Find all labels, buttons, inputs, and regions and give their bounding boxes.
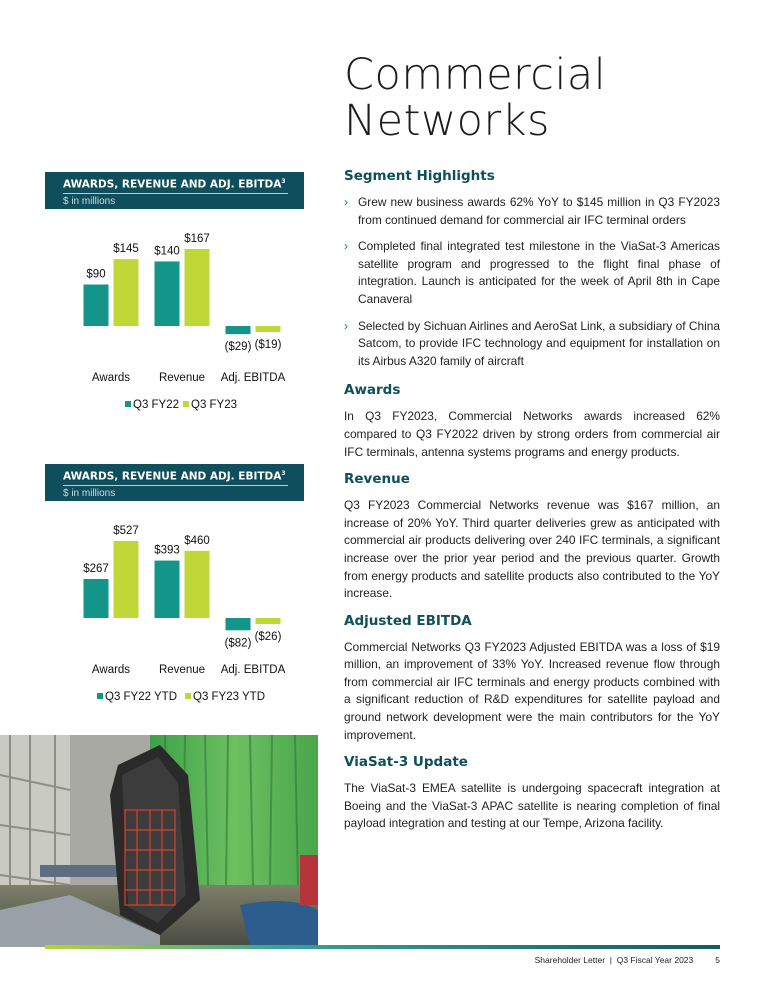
category-label: Revenue: [158, 664, 206, 676]
bar-awards-1: [114, 259, 139, 326]
legend-label: Q3 FY23: [191, 399, 238, 411]
awards-text: In Q3 FY2023, Commercial Networks awards increased 62% compared to Q3 FY2022 driven by strong orders from commercial air IFC terminals, antenna systems programs and energy products.: [344, 409, 720, 459]
revenue-heading: Revenue: [344, 471, 410, 488]
chart-1-title: AWARDS, REVENUE AND ADJ. EBITDA$^3$: [63, 172, 288, 194]
list-item: › Completed final integrated test milestone in the ViaSat-3 Americas satellite program and progressed to the flight final phase of integration. Launch is anticipated for the week of April 8th in Cape Canaveral: [344, 239, 720, 306]
list-item: › Grew new business awards 62% YoY to $145 million in Q3 FY2023 from continued demand for commercial air IFC terminal orders: [344, 195, 720, 227]
data-label: ($26): [254, 631, 282, 643]
category-label: Revenue: [158, 372, 206, 384]
legend-label: Q3 FY22: [133, 399, 180, 411]
bar-adj-ebitda-1: [256, 326, 281, 332]
chart-1-panel: [45, 172, 304, 454]
chart-2-subtitle: $ in millions: [63, 487, 116, 499]
chart-2-plot: [45, 501, 304, 741]
category-label: Awards: [91, 372, 131, 384]
data-label: $145: [113, 243, 139, 256]
caret-icon: ›: [344, 318, 348, 333]
chart-2-title: AWARDS, REVENUE AND ADJ. EBITDA$^3$: [63, 464, 288, 486]
data-label: $167: [184, 233, 210, 245]
category-label: Awards: [91, 664, 131, 676]
bar-awards-0: [84, 579, 109, 618]
data-label: $460: [184, 534, 210, 547]
chart-1-plot: [45, 209, 304, 449]
revenue-text: Q3 FY2023 Commercial Networks revenue was $167 million, an increase of 20% YoY. Third quarter deliveries grew as anticipated with commercial air products delivering over 240 IFC terminals, a significant increase over the prior year period and the previous quarter. Growth from energy products and satellite products also contributed to the YoY increase.: [344, 498, 720, 601]
right-column: [344, 168, 720, 843]
viasat3-heading: ViaSat-3 Update: [344, 754, 468, 771]
data-label: $267: [83, 562, 109, 575]
footer-divider: [45, 945, 720, 949]
highlights-list: [344, 194, 720, 370]
footer: [480, 955, 720, 965]
bar-revenue-1: [185, 249, 210, 326]
data-label: $393: [154, 544, 180, 557]
footer-label: Shareholder Letter | Q3 Fiscal Year 2023: [534, 955, 694, 965]
page-title: [344, 52, 606, 144]
adjusted-ebitda-heading: Adjusted EBITDA: [344, 612, 472, 629]
caret-icon: ›: [344, 195, 348, 209]
legend-swatch: [183, 401, 189, 407]
page-number: 5: [715, 955, 720, 965]
data-label: $90: [86, 268, 106, 281]
category-label: Adj. EBITDA: [220, 372, 286, 384]
bar-adj-ebitda-1: [256, 618, 281, 624]
legend-label: Q3 FY23 YTD: [193, 691, 266, 703]
data-label: $527: [113, 525, 139, 537]
page-title-line-1: Commercial: [344, 50, 607, 100]
legend-swatch: [185, 693, 191, 699]
legend-label: Q3 FY22 YTD: [105, 691, 178, 703]
legend-swatch: [97, 693, 103, 699]
data-label: $140: [154, 245, 180, 258]
data-label: ($29): [224, 341, 252, 354]
page-title-line-2: Networks: [344, 96, 550, 146]
adjusted-ebitda-text: Commercial Networks Q3 FY2023 Adjusted EBITDA was a loss of $19 million, an improvement of 33% YoY. Increased revenue flow through from commercial air IFC terminals and energy products combined with a significant reduction of R&D expenditures for satellite payload and ground network development were the main contributors for the YoY improvement.: [344, 639, 720, 742]
bar-adj-ebitda-0: [226, 618, 251, 630]
bar-awards-1: [114, 541, 139, 618]
segment-highlights-heading: Segment Highlights: [344, 168, 495, 184]
viasat3-text: The ViaSat-3 EMEA satellite is undergoing spacecraft integration at Boeing and the ViaSat-3 APAC satellite is nearing completion of final payload integration and testing at our Tempe, Arizona facility.: [344, 781, 720, 831]
chart-2-panel: [45, 464, 304, 746]
bar-revenue-0: [155, 261, 180, 326]
data-label: ($82): [224, 637, 252, 650]
legend-swatch: [125, 401, 131, 407]
caret-icon: ›: [344, 239, 348, 254]
data-label: ($19): [254, 339, 282, 351]
category-label: Adj. EBITDA: [220, 664, 286, 676]
bar-revenue-1: [185, 551, 210, 618]
list-item: › Selected by Sichuan Airlines and AeroSat Link, a subsidiary of China Satcom, to provide IFC technology and equipment for installation on its Airbus A320 family of aircraft: [344, 318, 720, 368]
bar-adj-ebitda-0: [226, 326, 251, 334]
chart-2-header: [45, 464, 304, 501]
chart-1-header: [45, 172, 304, 209]
awards-heading: Awards: [344, 382, 401, 399]
bar-revenue-0: [155, 561, 180, 618]
bar-awards-0: [84, 285, 109, 326]
satellite-photo: [0, 735, 318, 947]
chart-1-subtitle: $ in millions: [63, 195, 116, 207]
